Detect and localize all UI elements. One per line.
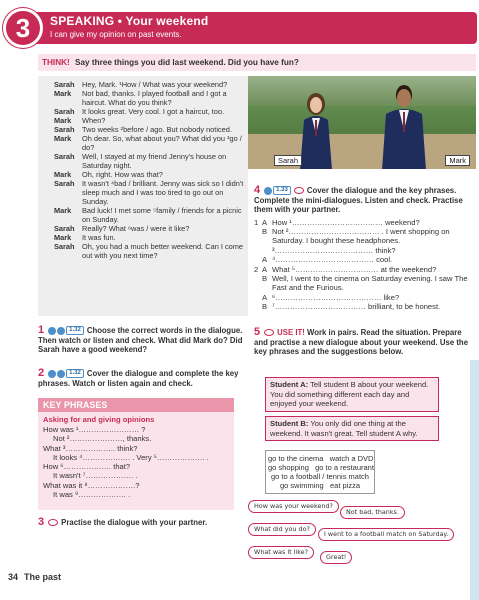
speaker-name: Mark [54,116,72,125]
speaker-name: Sarah [54,179,75,188]
dialogue-box [38,76,248,316]
mini-dialogue-line [254,293,476,302]
speech-bubble: Great! [320,551,352,564]
page-title: SPEAKING • Your weekend [50,14,209,28]
speech-bubble-icon [264,329,274,336]
suggestions-box [265,450,375,494]
dialogue-line [54,80,244,89]
dialogue-text: It was fun. [82,233,116,242]
key-phrases-heading: KEY PHRASES [38,398,234,412]
suggestion-line: go swimming eat pizza [279,481,361,490]
suggestion-line: go to the cinema watch a DVD [268,454,374,463]
mini-dialogue-line [254,255,476,264]
student-b-card [265,416,439,441]
key-phrase: It wasn't ⁷………………. . [53,471,138,481]
dialogue-text: Oh, you had a much better weekend. Can I come out with you next time? [82,242,244,260]
dialogue-text: Oh dear. So, what about you? What did you ³go / do? [82,134,242,152]
speaker-name: Sarah [54,152,75,161]
use-it-label: USE IT! [277,328,305,337]
speaker-letter: A [262,255,268,265]
item-number [254,255,262,264]
item-number [254,293,262,302]
speech-bubble-icon [48,519,58,526]
photo-trees [248,76,476,106]
dialogue-line [54,242,244,260]
dialogue-text: Not bad, thanks. I played football and I got a haircut. What do you think? [82,89,227,107]
exercise-number: 1 [38,324,45,336]
dialogue-text: Oh, right. How was that? [82,170,163,179]
exercise-instruction: Cover the dialogue and complete the key phrases. Watch or listen again and check. [38,369,239,388]
speaker-name: Sarah [54,125,75,134]
suggestion-line: go to a football / tennis match [271,472,369,481]
dialogue-text: Two weeks ²before / ago. But nobody noticed. [82,125,232,134]
exercise-1 [38,326,248,355]
exercise-instruction: Practise the dialogue with your partner. [61,518,208,527]
exercise-instruction: Choose the correct words in the dialogue. Then watch or listen and check. What did Mark do? Did Sarah have a good weekend? [38,326,243,354]
student-b-text: You only did one thing at the weekend. It wasn't great. Tell student A why. [270,419,418,438]
dialogue-text: Well, I stayed at my friend Jenny's house on Saturday night. [82,152,227,170]
key-phrases-subheading: Asking for and giving opinions [43,415,155,424]
speaker-letter: B [262,273,268,283]
boy-figure [376,82,432,169]
speaker-name: Sarah [54,80,75,89]
page-number: 34 [8,572,19,582]
item-number: 1 [254,217,259,227]
exercise-number: 4 [254,184,261,196]
key-phrase: What was it ⁸……………….? [43,480,140,490]
exercise-number: 2 [38,367,45,379]
dialogue-line [54,233,244,242]
student-b-label: Student B: [270,419,309,428]
line-text: How ¹……………………………… weekend? [272,217,420,227]
speaker-name: Mark [54,134,72,143]
page-footer [8,572,61,582]
item-number: 2 [254,264,259,274]
speaker-name: Sarah [54,224,75,233]
track-number: 1.33 [273,186,291,195]
photo-label-mark: Mark [445,155,470,166]
line-text: Not ²……………………………… . I went shopping on Saturday. I bought these headphones. ³………………………………… think? [272,226,450,255]
speech-bubble: What was it like? [248,546,314,559]
dialogue-line [54,107,244,116]
dialogue-line [54,170,244,179]
speech-bubble: How was your weekend? [248,500,339,513]
item-number [254,227,262,255]
page-edge-strip [470,360,479,600]
key-phrase: What ³……………….. think? [43,443,138,453]
mini-dialogue-line [254,218,476,227]
dialogue-text: Hey, Mark. ¹How / What was your weekend? [82,80,228,89]
key-phrase: How ⁶………………. that? [43,462,131,472]
speaker-letter: B [262,226,268,236]
dialogue-text: When? [82,116,106,125]
student-a-text: Tell student B about your weekend. You did something different each day and enjoyed your weekend. [270,380,429,408]
dialogue-text: It wasn't ⁴bad / brilliant. Jenny was sick so I didn't sleep much and I was too tired to go out on Sunday. [82,179,244,206]
dialogue-line [54,206,244,224]
exercise-instruction: Cover the dialogue and the key phrases. Complete the mini-dialogues. Listen and check. Practise them with your partner. [254,186,463,214]
mini-dialogue-line [254,274,476,293]
speaker-name: Mark [54,170,72,179]
speaker-name: Sarah [54,242,75,251]
speech-bubble: Not bad, thanks. [340,506,405,519]
unit-header [0,8,479,48]
key-phrases-box [38,398,234,510]
line-text: ⁴………………………………… cool. [272,255,393,265]
line-text: Well, I went to the cinema on Saturday evening. I saw The Fast and the Furious. [272,273,468,293]
speaker-name: Mark [54,233,72,242]
mini-dialogue-line [254,227,476,255]
exercise-number: 3 [38,516,45,528]
video-icon[interactable] [48,327,56,335]
speech-bubble: I went to a football match on Saturday. [318,528,454,541]
line-text: ⁷……………………………… brilliant, to be honest. [272,302,441,312]
track-number: 1.32 [66,326,84,335]
audio-icon[interactable] [57,327,65,335]
line-text: What ⁵…………………………… at the weekend? [272,264,437,274]
speaker-letter: A [262,292,268,302]
student-a-card [265,377,439,412]
item-number [254,274,262,293]
suggestion-line: go shopping go to a restaurant [268,463,374,472]
speaker-name: Sarah [54,107,75,116]
key-phrase: Not ²…………………, thanks. [53,434,152,444]
speech-bubble-icon [294,187,304,194]
dialogue-line [54,152,244,170]
exercise-3 [38,518,248,528]
title-bar [24,12,477,44]
exercise-2 [38,369,248,388]
mini-dialogue-line [254,265,476,274]
exercise-5 [254,328,476,357]
key-phrase: It looks ⁴………………. . Very ⁵………………. . [53,452,209,462]
dialogue-photo [248,76,476,169]
photo-label-sarah: Sarah [274,155,302,166]
dialogue-text: It looks great. Very cool. I got a haircut, too. [82,107,225,116]
dialogue-text: Really? What ⁶was / were it like? [82,224,190,233]
exercise-number: 5 [254,326,261,338]
page-subtitle: I can give my opinion on past events. [50,30,182,39]
exercise-4 [254,186,476,312]
dialogue-line [54,224,244,233]
speaker-letter: B [262,302,268,312]
mini-dialogue-line [254,302,476,311]
speaker-letter: A [262,264,268,274]
dialogue-line [54,89,244,107]
exercise-4-intro [254,186,476,215]
dialogue-line [54,125,244,134]
video-icon[interactable] [48,370,56,378]
student-a-label: Student A: [270,380,309,389]
think-box [38,54,476,71]
speech-bubble: What did you do? [248,523,316,536]
audio-icon[interactable] [57,370,65,378]
dialogue-line [54,116,244,125]
dialogue-line [54,179,244,206]
key-phrase: How was ¹…………………… ? [43,425,146,434]
line-text: ⁶…………………………………… like? [272,292,400,302]
dialogue-line [54,134,244,152]
track-number: 1.32 [66,369,84,378]
speaker-letter: A [262,217,268,227]
section-name: The past [24,572,62,582]
unit-number-badge: 3 [3,8,43,48]
think-question: Say three things you did last weekend. Did you have fun? [75,58,299,67]
audio-icon[interactable] [264,187,272,195]
speaker-name: Mark [54,206,72,215]
think-label: THINK! [42,58,70,67]
speaker-name: Mark [54,89,72,98]
exercise-instruction: Work in pairs. Read the situation. Prepare and practise a new dialogue about your weekend. Use the key phrases and the suggestions below. [254,328,469,356]
dialogue-text: Bad luck! I met some ⁵family / friends for a picnic on Sunday. [82,206,242,224]
item-number [254,302,262,311]
key-phrase: It was ⁹………………. . [53,490,131,500]
